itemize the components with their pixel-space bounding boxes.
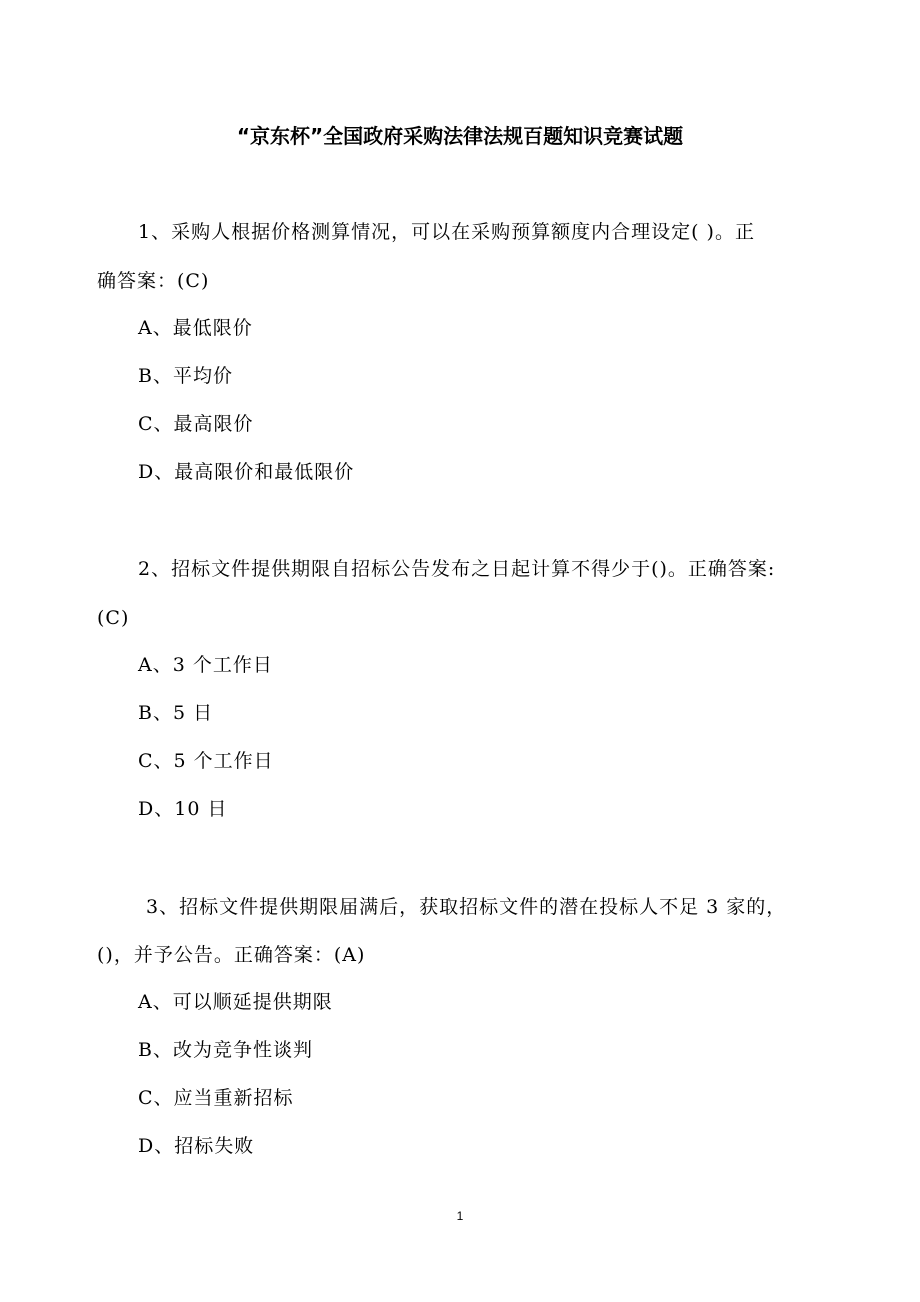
- question-3-option-c: C、应当重新招标: [138, 1087, 294, 1109]
- document-title: “京东杯”全国政府采购法律法规百题知识竞赛试题: [236, 124, 684, 148]
- question-3-option-a: A、可以顺延提供期限: [138, 991, 333, 1013]
- question-2-option-d: D、10 日: [138, 798, 228, 820]
- question-3-option-b: B、改为竞争性谈判: [138, 1039, 313, 1061]
- question-2-text-line-1: 2、招标文件提供期限自招标公告发布之日起计算不得少于()。正确答案:: [138, 558, 776, 580]
- question-2-option-c: C、5 个工作日: [138, 750, 274, 772]
- question-1-option-b: B、平均价: [138, 365, 233, 387]
- question-1-text-line-1: 1、采购人根据价格测算情况，可以在采购预算额度内合理设定( )。正: [138, 221, 755, 243]
- question-1-option-a: A、最低限价: [138, 317, 253, 339]
- question-3-option-d: D、招标失败: [138, 1135, 255, 1157]
- question-2-option-b: B、5 日: [138, 702, 214, 724]
- question-1-text-line-2: 确答案：(C): [97, 270, 210, 292]
- question-1-option-d: D、最高限价和最低限价: [138, 461, 355, 483]
- question-3-text-line-1: 3、招标文件提供期限届满后，获取招标文件的潜在投标人不足 3 家的，: [146, 896, 787, 918]
- question-3-text-line-2: ()，并予公告。正确答案：(A): [97, 944, 366, 966]
- question-2-text-line-2: (C): [97, 607, 130, 629]
- question-1-option-c: C、最高限价: [138, 413, 254, 435]
- page-number: 1: [456, 1209, 464, 1223]
- question-2-option-a: A、3 个工作日: [138, 654, 273, 676]
